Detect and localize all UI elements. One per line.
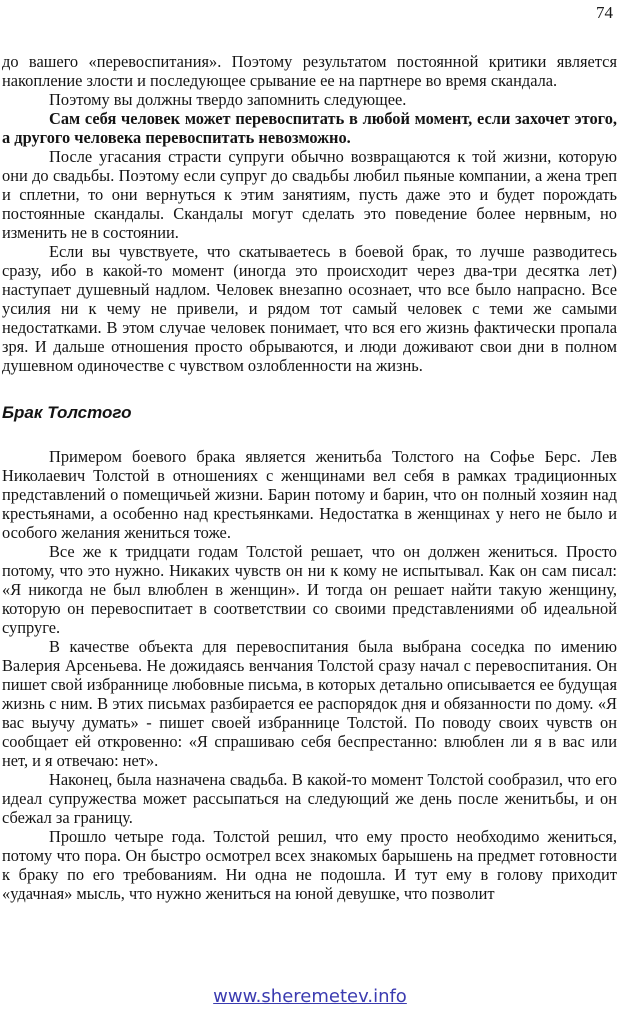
paragraph: Прошло четыре года. Толстой решил, что ему просто необходимо жениться, потому что пора. Он быстро осмотрел всех знакомых барышень на предмет готовности к браку по его требованиям. Ни одна не подошла. И тут ему в голову приходит «удачная» мысль, что нужно жениться на юной девушке, что позволит bbox=[2, 827, 617, 903]
paragraph: Примером боевого брака является женитьба Толстого на Софье Берс. Лев Николаевич Толстой в отношениях с женщинами вел себя в рамках традиционных представлений о помещичьей жизни. Барин потому и барин, что он полный хозяин над крестьянами, а особенно над крестьянками. Недостатка в женщинах у него не было и особого желания жениться тоже. bbox=[2, 447, 617, 542]
page-number: 74 bbox=[596, 3, 613, 22]
body-text bbox=[2, 52, 617, 903]
page-footer bbox=[0, 986, 620, 1007]
paragraph: Поэтому вы должны твердо запомнить следующее. bbox=[49, 90, 407, 109]
footer-link[interactable]: www.sheremetev.info bbox=[213, 986, 407, 1007]
paragraph: до вашего «перевоспитания». Поэтому результатом постоянной критики является накопление злости и последующее срывание ее на партнере во время скандала. bbox=[2, 52, 617, 90]
paragraph: Все же к тридцати годам Толстой решает, что он должен жениться. Просто потому, что это нужно. Никаких чувств он ни к кому не испытывал. Как он сам писал: «Я никогда не был влюблен в женщин». И тогда он решает найти такую женщину, которую он перевоспитает в соответствии со своими представлениями об идеальной супруге. bbox=[2, 542, 617, 637]
paragraph-bold-key-statement: Сам себя человек может перевоспитать в любой момент, если захочет этого, а другого человека перевоспитать невозможно. bbox=[2, 109, 617, 147]
paragraph: После угасания страсти супруги обычно возвращаются к той жизни, которую они до свадьбы. Поэтому если супруг до свадьбы любил пьяные компании, а жена треп и сплетни, то они вернуться к этим занятиям, пусть даже это и будет порождать постоянные скандалы. Скандалы могут сделать это поведение более нервным, но изменить не в состоянии. bbox=[2, 147, 617, 242]
paragraph: Если вы чувствуете, что скатываетесь в боевой брак, то лучше разводитесь сразу, ибо в какой-то момент (иногда это происходит через два-три десятка лет) наступает душевный надлом. Человек внезапно осознает, что все было напрасно. Все усилия ни к чему не привели, и рядом тот самый человек с теми же самыми недостатками. В этом случае человек понимает, что вся его жизнь фактически пропала зря. И дальше отношения просто обрываются, и люди доживают свои дни в полном душевном одиночестве с чувством озлобленности на жизнь. bbox=[2, 242, 617, 375]
paragraph: В качестве объекта для перевоспитания была выбрана соседка по имению Валерия Арсеньева. Не дожидаясь венчания Толстой сразу начал с перевоспитания. Он пишет свой избраннице любовные письма, в которых детально описывается ее будущая жизнь с ним. В этих письмах разбирается ее распорядок дня и обязанности по дому. «Я вас выучу думать» - пишет своей избраннице Толстой. По поводу своих чувств он сообщает ей откровенно: «Я спрашиваю себя беспрестанно: влюблен ли я в вас или нет, и я отвечаю: нет». bbox=[2, 637, 617, 770]
paragraph: Наконец, была назначена свадьба. В какой-то момент Толстой сообразил, что его идеал супружества может рассыпаться на следующий же день после женитьбы, и он сбежал за границу. bbox=[2, 770, 617, 827]
section-heading: Брак Толстого bbox=[2, 403, 132, 422]
